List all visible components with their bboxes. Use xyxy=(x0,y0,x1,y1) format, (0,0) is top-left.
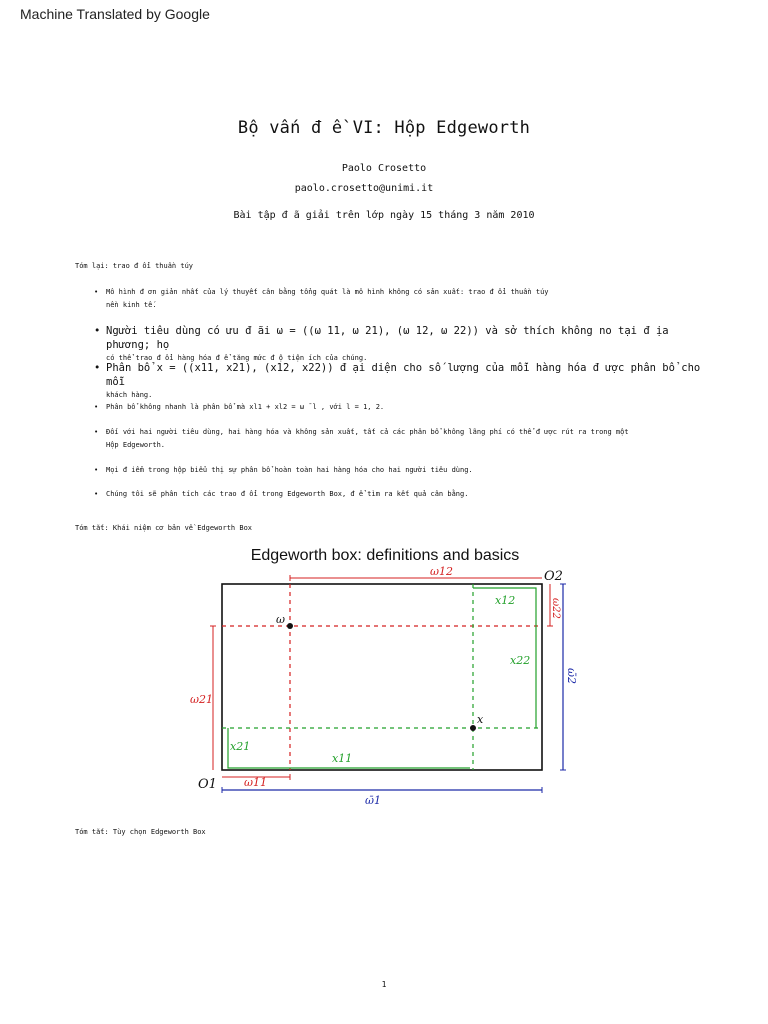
bullet-text-cont: nền kinh tế. xyxy=(106,301,157,309)
author-name: Paolo Crosetto xyxy=(341,163,427,174)
translation-banner: Machine Translated by Google xyxy=(20,6,210,22)
dateline: Bài tập đ ã giải trên lớp ngày 15 tháng 3 năm 2010 xyxy=(233,210,535,221)
section-heading-preferences: Tóm tắt: Tùy chọn Edgeworth Box xyxy=(75,828,206,836)
bullet-text-cont: có thể trao đ ổi hàng hóa đ ể tăng mức đ ộ tiện ích của chúng. xyxy=(106,354,368,362)
author-email: paolo.crosetto@unimi.it xyxy=(294,183,434,194)
w11-label: ω11 xyxy=(244,776,267,789)
edgeworth-box-figure xyxy=(180,540,590,810)
bullet-text-cont: Hộp Edgeworth. xyxy=(106,441,166,449)
bullet-text: Phân bổ không nhanh là phân bổ mà xl1 + xl2 = ω ¯l , với l = 1, 2. xyxy=(106,403,385,411)
bullet-dot: • xyxy=(94,288,99,296)
list-item xyxy=(94,401,704,414)
list-item xyxy=(94,426,704,452)
bullet-dot: • xyxy=(94,490,99,498)
list-item xyxy=(94,488,704,501)
x11-label: x11 xyxy=(332,752,353,765)
bullet-dot: • xyxy=(94,403,99,411)
paper-title: Bộ vấn đ ề VI: Hộp Edgeworth xyxy=(237,118,531,138)
w21-label: ω21 xyxy=(190,693,213,706)
list-item xyxy=(94,464,704,477)
bullet-text: Mọi đ iểm trong hộp biểu thị sự phân bổ hoàn toàn hai hàng hóa cho hai người tiêu dùng. xyxy=(106,466,473,474)
bullet-text: Người tiêu dùng có ưu đ ãi ω = ((ω 11, ω 21), (ω 12, ω 22)) và sở thích không no tại đ ịa phương; họ xyxy=(106,325,669,351)
wbar2-label: ω̄2 xyxy=(565,668,578,684)
w12-label: ω12 xyxy=(430,565,453,578)
list-item xyxy=(94,286,704,312)
figure-heading: Edgeworth box: definitions and basics xyxy=(250,547,520,564)
bullet-dot: • xyxy=(94,428,99,436)
section-heading-basics: Tóm tắt: Khái niệm cơ bản về Edgeworth Box xyxy=(75,524,253,532)
omega-label: ω xyxy=(276,613,285,626)
origin2-label: O2 xyxy=(544,569,563,584)
bullet-dot: • xyxy=(94,325,101,337)
bullet-text: Mô hình đ ơn giản nhất của lý thuyết cân bằng tổng quát là mô hình không có sản xuất: trao đ ổi thuần túy xyxy=(106,288,549,296)
section-heading-pure-exchange: Tóm lại: trao đ ổi thuần túy xyxy=(75,262,194,270)
list-item xyxy=(94,324,704,364)
bullet-dot: • xyxy=(94,466,99,474)
wbar1-label: ω̄1 xyxy=(365,794,381,807)
bullet-text: Đối với hai người tiêu dùng, hai hàng hóa và không sản xuất, tất cả các phân bổ không lãng phí có thể đ ược rút ra trong một xyxy=(106,428,629,436)
origin1-label: O1 xyxy=(198,777,217,792)
x-label: x xyxy=(477,713,484,726)
x21-label: x21 xyxy=(230,740,251,753)
list-item xyxy=(94,361,704,401)
x22-label: x22 xyxy=(510,654,531,667)
page-number: 1 xyxy=(381,980,387,989)
bullet-text: Phân bổ x = ((x11, x21), (x12, x22)) đ ại diện cho số lượng của mỗi hàng hóa đ ược phân bổ cho mỗi xyxy=(106,362,701,388)
bullet-text-cont: khách hàng. xyxy=(106,391,153,399)
x12-label: x12 xyxy=(495,594,516,607)
box-outline xyxy=(222,584,542,770)
w22-label: ω22 xyxy=(550,598,561,619)
allocation-point xyxy=(470,725,476,731)
bullet-text: Chúng tôi sẽ phân tích các trao đ ổi trong Edgeworth Box, đ ể tìm ra kết quả cân bằng. xyxy=(106,490,469,498)
bullet-dot: • xyxy=(94,362,101,374)
endowment-point xyxy=(287,623,293,629)
